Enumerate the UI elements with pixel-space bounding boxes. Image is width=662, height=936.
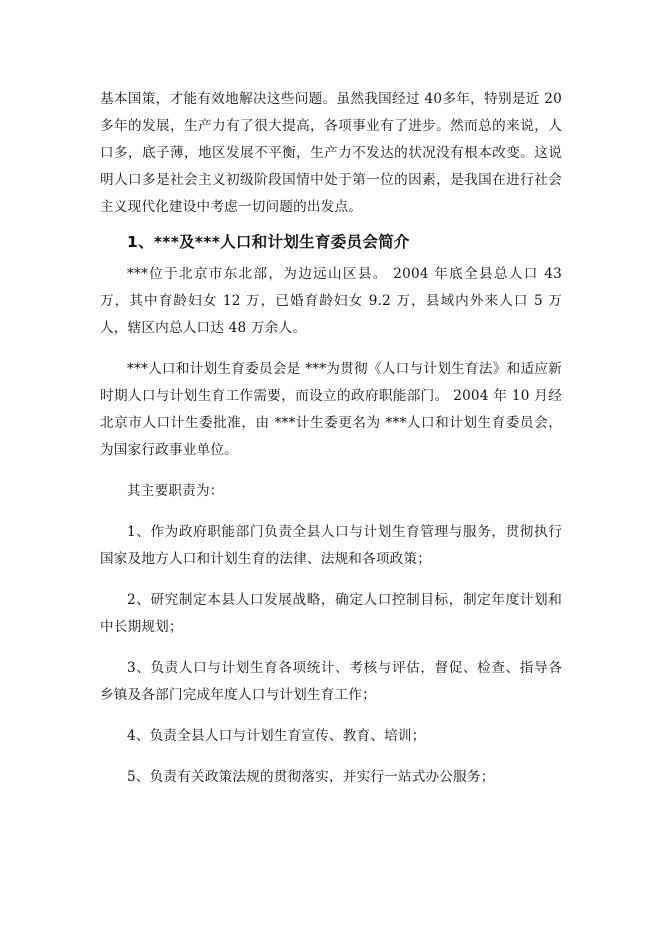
duty-item-2: 2、研究制定本县人口发展战略，确定人口控制目标，制定年度计划和中长期规划； [100, 592, 562, 635]
duty-item-3: 3、负责人口与计划生育各项统计、考核与评估，督促、检查、指导各乡镇及各部门完成年度人口与计划生育工作； [100, 660, 562, 703]
paragraph-duties-intro: 其主要职责为： [127, 483, 224, 499]
paragraph-commission: ***人口和计划生育委员会是 ***为贯彻《人口与计划生育法》和适应新时期人口与计划生育工作需要，而设立的政府职能部门。 2004 年 10 月经北京市人口计生委批准，由 ***计生委更名为 ***人口和计划生育委员会，为国家行政事业单位。 [100, 361, 562, 458]
paragraph-overview: ***位于北京市东北部，为边远山区县。 2004 年底全县总人口 43 万，其中育龄妇女 12 万，已婚育龄妇女 9.2 万，县域内外来人口 5 万人，辖区内总人口达 48 万余人。 [100, 266, 562, 336]
duty-item-5: 5、负责有关政策法规的贯彻落实，并实行一站式办公服务； [127, 769, 495, 785]
document-body [100, 86, 562, 791]
duty-item-1: 1、作为政府职能部门负责全县人口与计划生育管理与服务，贯彻执行国家及地方人口和计划生育的法律、法规和各项政策； [100, 524, 562, 567]
section-heading: 1、***及***人口和计划生育委员会简介 [127, 233, 410, 251]
intro-paragraph: 基本国策，才能有效地解决这些问题。虽然我国经过 40多年，特别是近 20多年的发展，生产力有了很大提高，各项事业有了进步。然而总的来说，人口多，底子薄，地区发展不平衡，生产力不发达的状况没有根本改变。这说明人口多是社会主义初级阶段国情中处于第一位的因素，是我国在进行社会主义现代化建设中考虑一切问题的出发点。 [100, 91, 562, 215]
duty-item-4: 4、负责全县人口与计划生育宣传、教育、培训； [127, 728, 426, 744]
